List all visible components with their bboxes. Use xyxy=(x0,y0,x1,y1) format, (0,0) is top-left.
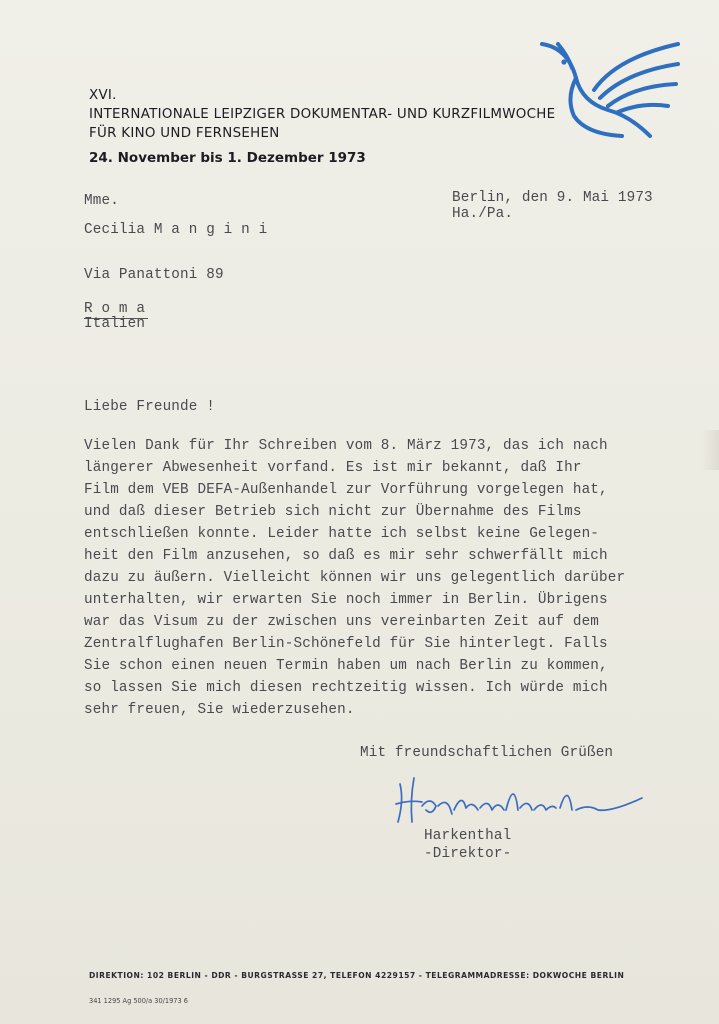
letter-greeting: Liebe Freunde ! xyxy=(84,399,215,415)
handwritten-signature xyxy=(392,770,652,830)
dove-icon xyxy=(538,38,688,146)
signer-name: Harkenthal xyxy=(424,828,512,844)
recipient-country: Italien xyxy=(84,316,146,332)
dateline-place-date: Berlin, den 9. Mai 1973 xyxy=(452,190,653,206)
letter-body-line: und daß dieser Betrieb sich nicht zur Übernahme des Films xyxy=(84,504,582,520)
letterhead-title-line2: FÜR KINO UND FERNSEHEN xyxy=(89,126,280,141)
letter-closing: Mit freundschaftlichen Grüßen xyxy=(360,745,614,761)
letterhead-title-line1: INTERNATIONALE LEIPZIGER DOKUMENTAR- UND KURZFILMWOCHE xyxy=(89,107,556,122)
letter-body-line: Sie schon einen neuen Termin haben um nach Berlin zu kommen, xyxy=(84,658,608,674)
signer-title: -Direktor- xyxy=(424,846,512,862)
letter-body-line: dazu zu äußern. Vielleicht können wir uns gelegentlich darüber xyxy=(84,570,626,586)
letter-body-line: unterhalten, wir erwarten Sie noch immer in Berlin. Übrigens xyxy=(84,592,608,608)
recipient-city: R o m a xyxy=(84,301,146,317)
letter-body-line: so lassen Sie mich diesen rechtzeitig wissen. Ich würde mich xyxy=(84,680,608,696)
letterhead-dates: 24. November bis 1. Dezember 1973 xyxy=(89,150,366,166)
letter-body-line: Zentralflughafen Berlin-Schönefeld für Sie hinterlegt. Falls xyxy=(84,636,608,652)
paper-edge-shadow xyxy=(701,430,719,470)
footer-print-code: 341 1295 Ag 500/a 30/1973 6 xyxy=(89,997,188,1005)
letter-body-line: Vielen Dank für Ihr Schreiben vom 8. März 1973, das ich nach xyxy=(84,438,608,454)
recipient-street: Via Panattoni 89 xyxy=(84,267,224,283)
letter-body-line: war das Visum zu der zwischen uns vereinbarten Zeit auf dem xyxy=(84,614,600,630)
letter-body-line: längerer Abwesenheit vorfand. Es ist mir bekannt, daß Ihr xyxy=(84,460,582,476)
letter-body-line: sehr freuen, Sie wiederzusehen. xyxy=(84,702,355,718)
letter-body-line: entschließen konnte. Leider hatte ich selbst keine Gelegen- xyxy=(84,526,600,542)
recipient-salutation: Mme. xyxy=(84,193,119,209)
dateline-reference: Ha./Pa. xyxy=(452,206,514,222)
letter-body-line: Film dem VEB DEFA-Außenhandel zur Vorführung vorgelegen hat, xyxy=(84,482,608,498)
letter-body-line: heit den Film anzusehen, so daß es mir sehr schwerfällt mich xyxy=(84,548,608,564)
footer-address: DIREKTION: 102 BERLIN - DDR - BURGSTRASSE 27, TELEFON 4229157 - TELEGRAMMADRESSE: DOKWOCHE BERLIN xyxy=(89,971,625,980)
recipient-name: Cecilia M a n g i n i xyxy=(84,222,268,238)
letterhead-edition: XVI. xyxy=(89,88,117,103)
